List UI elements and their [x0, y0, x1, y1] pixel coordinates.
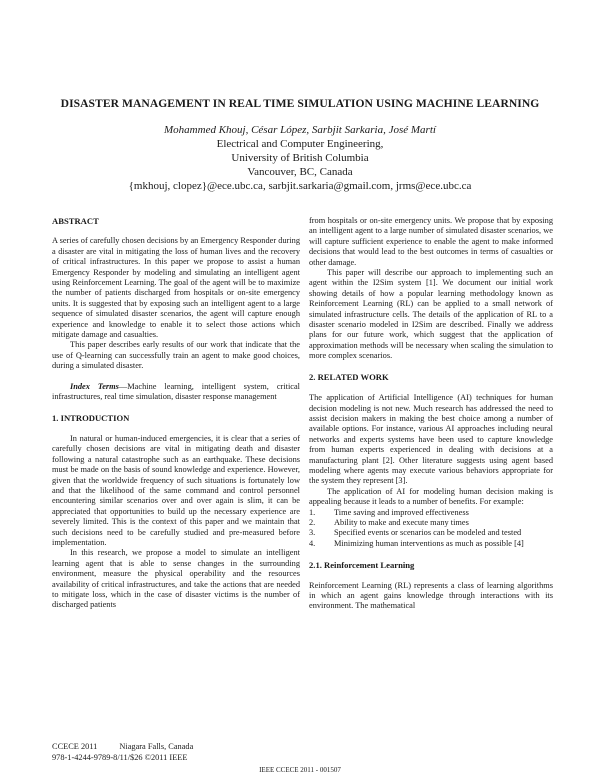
affiliation: Electrical and Computer Engineering, — [216, 138, 384, 150]
reinforcement-learning-paragraph: Reinforcement Learning (RL) represents a class of learning algorithms in which an agent gains knowledge through interactions with its environment. The mathematical — [309, 580, 553, 611]
author-block — [0, 123, 600, 193]
list-item-text: Ability to make and execute many times — [334, 517, 469, 527]
page-number: IEEE CCECE 2011 - 001507 — [259, 766, 341, 774]
author-names: Mohammed Khouj, César López, Sarbjit Sarkaria, José Martí — [164, 124, 436, 136]
abstract-paragraph-2: This paper describes early results of our work that indicate that the use of Q-learning can successfully train an agent to make good choices, during a simulated disaster. — [52, 340, 300, 371]
right-column — [309, 216, 553, 612]
university: University of British Columbia — [231, 152, 369, 164]
list-item — [309, 539, 553, 549]
list-item-text: Specified events or scenarios can be modeled and tested — [334, 528, 522, 538]
related-work-heading: 2. RELATED WORK — [309, 371, 389, 382]
abstract-paragraph-1: A series of carefully chosen decisions by an Emergency Responder during a disaster are vital in mitigating the loss of human lives and the recovery of critical infrastructures. In this paper we propose to assist a human Emergency Responder by modeling and simulating an intelligent agent using Reinforcement Learning. The goal of the agent will be to maximize the number of patients discharged from hospitals or on-site emergency units. It is suggested that by exposing such an intelligent agent to a large sequence of simulated disaster scenarios, the agent will capture enough experience and knowledge to enable it to select those actions which mitigate damage and casualties. — [52, 236, 300, 340]
list-item-number: 1. — [309, 507, 316, 517]
right-paragraph-2: This paper will describe our approach to implementing such an agent within the I2Sim system [1]. We document our initial work showing details of how a popular learning methodology known as Reinforcement Learning (RL) can be applied to a small network of simulated infrastructure cells. The details of the application of RL to a disaster scenario modeled in I2Sim are described. Finally we address plans for our future work, which suggest that the application of approximation methods will be necessary when scaling the simulation to more complex scenarios. — [309, 268, 553, 361]
introduction-heading: 1. INTRODUCTION — [52, 412, 130, 423]
list-item — [309, 508, 553, 518]
list-item-number: 4. — [309, 538, 316, 548]
location: Vancouver, BC, Canada — [247, 166, 353, 178]
list-item-text: Time saving and improved effectiveness — [334, 507, 469, 517]
list-item — [309, 528, 553, 538]
right-paragraph-1: from hospitals or on-site emergency units. We propose that by exposing an intelligent agent to a large number of simulated disaster scenarios, we will capture sufficient experience to enable the agent to make informed decisions that would lead to the best outcomes in terms of casualties or other damage. — [309, 216, 553, 267]
conference-footer — [52, 742, 193, 763]
paper-title: DISASTER MANAGEMENT IN REAL TIME SIMULATION USING MACHINE LEARNING — [60, 97, 540, 110]
reinforcement-learning-heading: 2.1. Reinforcement Learning — [309, 560, 415, 571]
conference-name: CCECE 2011 — [52, 742, 98, 751]
isbn: 978-1-4244-9789-8/11/$26 ©2011 IEEE — [52, 752, 188, 762]
index-terms — [52, 382, 300, 403]
index-terms-label: Index Terms — [70, 381, 119, 391]
introduction-paragraph-1: In natural or human-induced emergencies, it is clear that a series of carefully chosen decisions are vital in mitigating death and disaster following a natural catastrophe such as an earthquake. These decisions must be made on the basis of sound knowledge and experience. However, given that the worldwide frequency of such situations is fortunately low and that the likelihood of the same command and control personnel encountering similar scenarios over and over again is slim, it can be appreciated that opportunities to build up the necessary experience are severely limited. This is the context of this paper and we maintain that such decisions need to be carefully studied and pre-measured before implementation. — [52, 433, 300, 547]
index-terms-text: —Machine learning, intelligent system, critical infrastructures, real time simulation, disaster response management — [52, 381, 300, 402]
related-work-paragraph-1: The application of Artificial Intelligence (AI) techniques for human decision modeling is not new. Much research has addressed the need to assist decision makers in making the best choice among a number of available options. For instance, various AI approaches including neural networks and experts systems have been used to capture knowledge from human experts experienced in dealing with decisions at a manufacturing plant [2]. Other literature suggests using agent based modeling where agents may execute various behaviors appropriate for the system they represent [3]. — [309, 393, 553, 486]
list-item-number: 3. — [309, 528, 316, 538]
list-item — [309, 518, 553, 528]
benefits-list — [309, 508, 553, 550]
introduction-paragraph-2: In this research, we propose a model to simulate an intelligent learning agent that is able to sense changes in the surrounding environment, measure the physical operability and the resources availability of critical infrastructures, and take the actions that are needed to mitigate loss, which in the case of disaster victims is the number of discharged patients — [52, 548, 300, 610]
list-item-number: 2. — [309, 517, 316, 527]
list-item-text: Minimizing human interventions as much as possible [4] — [334, 538, 524, 548]
emails: {mkhouj, clopez}@ece.ubc.ca, sarbjit.sarkaria@gmail.com, jrms@ece.ubc.ca — [128, 180, 472, 192]
related-work-paragraph-2: The application of AI for modeling human decision making is appealing because it leads to a number of benefits. For example: — [309, 486, 553, 507]
left-column — [52, 216, 300, 611]
abstract-heading: ABSTRACT — [52, 216, 99, 226]
conference-place: Niagara Falls, Canada — [119, 742, 194, 751]
